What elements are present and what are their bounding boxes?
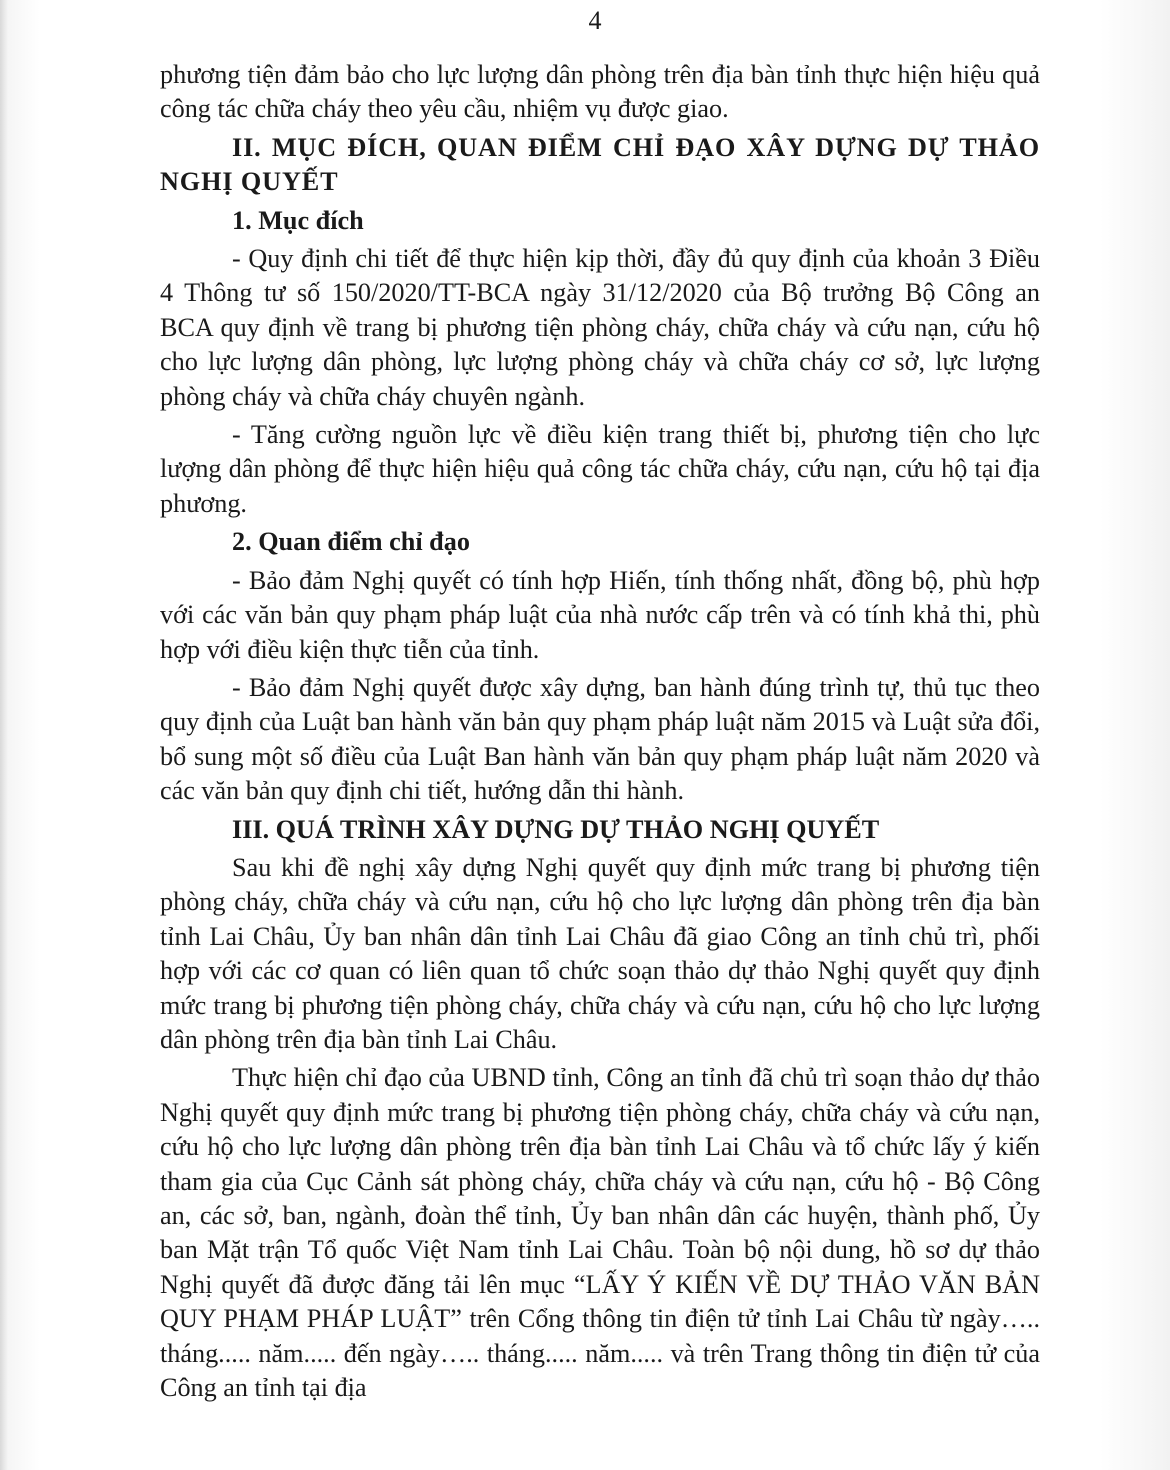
page-number: 4 [588,6,602,35]
paragraph-bullet-3: - Bảo đảm Nghị quyết có tính hợp Hiến, tính thống nhất, đồng bộ, phù hợp với các văn bản quy phạm pháp luật của nhà nước cấp trên và có tính khả thi, phù hợp với điều kiện thực tiễn của tỉnh. [160,565,1040,664]
subheading-quan-diem: 2. Quan điểm chỉ đạo [232,527,470,557]
document-body [160,58,1040,1405]
paragraph-process-1: Sau khi đề nghị xây dựng Nghị quyết quy định mức trang bị phương tiện phòng cháy, chữa cháy và cứu nạn, cứu hộ cho lực lượng dân phòng trên địa bàn tỉnh Lai Châu, Ủy ban nhân dân tỉnh Lai Châu đã giao Công an tỉnh chủ trì, phối hợp với các cơ quan có liên quan tổ chức soạn thảo dự thảo Nghị quyết quy định mức trang bị phương tiện phòng cháy, chữa cháy và cứu nạn, cứu hộ cho lực lượng dân phòng trên địa bàn tỉnh Lai Châu. [160,852,1040,1054]
section-heading-iii: III. QUÁ TRÌNH XÂY DỰNG DỰ THẢO NGHỊ QUYẾT [232,814,880,844]
paragraph-bullet-2: - Tăng cường nguồn lực về điều kiện trang thiết bị, phương tiện cho lực lượng dân phòng để thực hiện hiệu quả công tác chữa cháy, cứu nạn, cứu hộ tại địa phương. [160,420,1040,518]
subheading-muc-dich: 1. Mục đích [232,205,364,235]
paragraph-process-2: Thực hiện chỉ đạo của UBND tỉnh, Công an tỉnh đã chủ trì soạn thảo dự thảo Nghị quyết quy định mức trang bị phương tiện phòng cháy, chữa cháy và cứu nạn, cứu hộ cho lực lượng dân phòng trên địa bàn tỉnh Lai Châu và tổ chức lấy ý kiến tham gia của Cục Cảnh sát phòng cháy, chữa cháy và cứu nạn, cứu hộ - Bộ Công an, các sở, ban, ngành, đoàn thể tỉnh, Ủy ban nhân dân các huyện, thành phố, Ủy ban Mặt trận Tổ quốc Việt Nam tỉnh Lai Châu. Toàn bộ nội dung, hồ sơ dự thảo Nghị quyết đã được đăng tải lên mục “LẤY Ý KIẾN VỀ DỰ THẢO VĂN BẢN QUY PHẠM PHÁP LUẬT” trên Cổng thông tin điện tử tỉnh Lai Châu từ ngày….. tháng..... năm..... đến ngày….. tháng..... năm..... và trên Trang thông tin điện tử của Công an tỉnh tại địa [160,1063,1040,1403]
paragraph-continuation: phương tiện đảm bảo cho lực lượng dân phòng trên địa bàn tỉnh thực hiện hiệu quả công tác chữa cháy theo yêu cầu, nhiệm vụ được giao. [160,60,1040,124]
paragraph-bullet-1: - Quy định chi tiết để thực hiện kịp thời, đầy đủ quy định của khoản 3 Điều 4 Thông tư số 150/2020/TT-BCA ngày 31/12/2020 của Bộ trưởng Bộ Công an BCA quy định về trang bị phương tiện phòng cháy, chữa cháy và cứu nạn, cứu hộ cho lực lượng dân phòng, lực lượng phòng cháy và chữa cháy cơ sở, lực lượng phòng cháy và chữa cháy chuyên ngành. [160,244,1040,411]
section-heading-ii: II. MỤC ĐÍCH, QUAN ĐIỂM CHỈ ĐẠO XÂY DỰNG DỰ THẢO NGHỊ QUYẾT [160,132,1040,197]
scan-edge [0,0,8,1470]
paragraph-bullet-4: - Bảo đảm Nghị quyết được xây dựng, ban hành đúng trình tự, thủ tục theo quy định của Luật ban hành văn bản quy phạm pháp luật năm 2015 và Luật sửa đổi, bổ sung một số điều của Luật Ban hành văn bản quy phạm pháp luật năm 2020 và các văn bản quy định chi tiết, hướng dẫn thi hành. [160,672,1040,806]
